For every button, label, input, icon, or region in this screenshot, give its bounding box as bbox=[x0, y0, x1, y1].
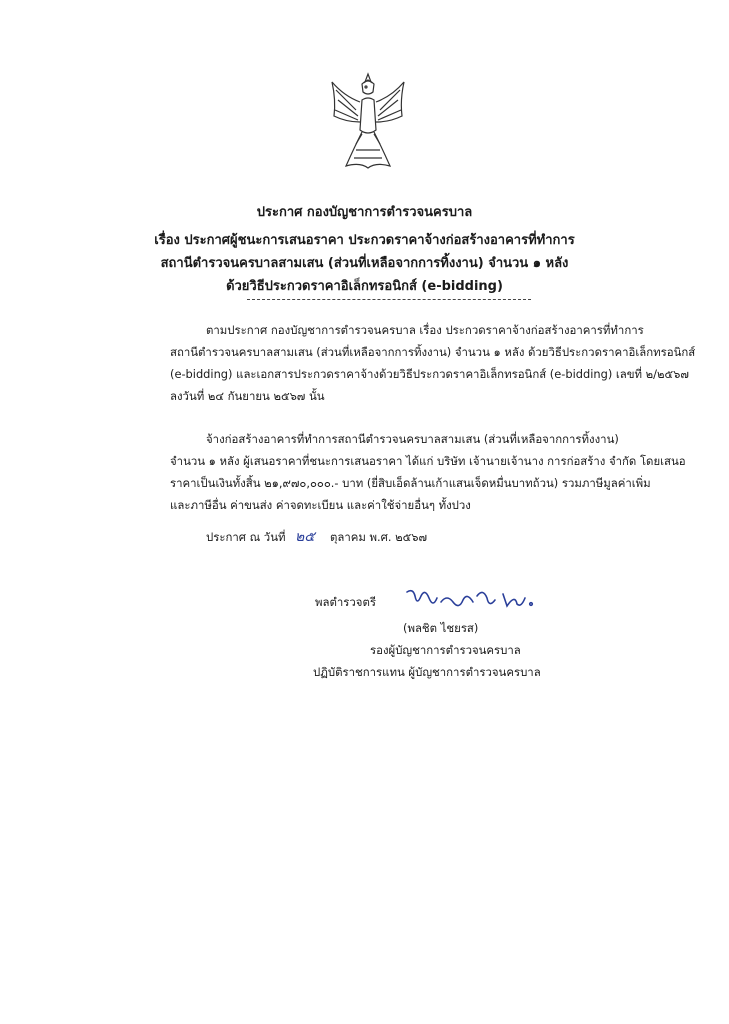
signatory-name: (พลชิต ไชยรส) bbox=[403, 621, 479, 635]
signatory-position: รองผู้บัญชาการตำรวจนครบาล bbox=[370, 643, 521, 657]
garuda-emblem bbox=[326, 70, 410, 174]
paragraph-line: ลงวันที่ ๒๔ กันยายน ๒๕๖๗ นั้น bbox=[170, 389, 325, 403]
subject-line-2: สถานีตำรวจนครบาลสามเสน (ส่วนที่เหลือจากการทิ้งงาน) จำนวน ๑ หลัง bbox=[160, 256, 569, 271]
subject-line-3: ด้วยวิธีประกวดราคาอิเล็กทรอนิกส์ (e-bidding) bbox=[226, 279, 503, 294]
paragraph-line: สถานีตำรวจนครบาลสามเสน (ส่วนที่เหลือจากการทิ้งงาน) จำนวน ๑ หลัง ด้วยวิธีประกวดราคาอิเล็กทรอนิกส์ bbox=[170, 345, 696, 359]
subject-line-1: เรื่อง ประกาศผู้ชนะการเสนอราคา ประกวดราคาจ้างก่อสร้างอาคารที่ทำการ bbox=[154, 233, 575, 248]
paragraph-reference bbox=[170, 319, 696, 407]
paragraph-winner bbox=[170, 428, 686, 516]
announcement-title: ประกาศ กองบัญชาการตำรวจนครบาล bbox=[256, 205, 473, 220]
paragraph-line: ราคาเป็นเงินทั้งสิ้น ๒๑,๙๗๐,๐๐๐.- บาท (ยี่สิบเอ็ดล้านเก้าแสนเจ็ดหมื่นบาทถ้วน) รวมภาษีมูลค่าเพิ่ม bbox=[170, 476, 651, 490]
paragraph-line: ตามประกาศ กองบัญชาการตำรวจนครบาล เรื่อง ประกวดราคาจ้างก่อสร้างอาคารที่ทำการ bbox=[206, 323, 644, 337]
paragraph-line: จำนวน ๑ หลัง ผู้เสนอราคาที่ชนะการเสนอราคา ได้แก่ บริษัท เจ้านายเจ้านาง การก่อสร้าง จำกัด โดยเสนอ bbox=[170, 454, 686, 468]
announce-date-suffix: ตุลาคม พ.ศ. ๒๕๖๗ bbox=[330, 530, 428, 544]
dashed-divider bbox=[247, 299, 531, 300]
signatory-rank: พลตำรวจตรี bbox=[315, 595, 376, 609]
paragraph-line: และภาษีอื่น ค่าขนส่ง ค่าจดทะเบียน และค่าใช้จ่ายอื่นๆ ทั้งปวง bbox=[170, 498, 471, 512]
handwritten-signature bbox=[403, 584, 543, 620]
announce-date-prefix: ประกาศ ณ วันที่ bbox=[206, 530, 286, 544]
paragraph-line: จ้างก่อสร้างอาคารที่ทำการสถานีตำรวจนครบาลสามเสน (ส่วนที่เหลือจากการทิ้งงาน) bbox=[206, 432, 619, 446]
signatory-acting: ปฏิบัติราชการแทน ผู้บัญชาการตำรวจนครบาล bbox=[313, 665, 541, 679]
handwritten-day bbox=[293, 526, 321, 548]
paragraph-line: (e-bidding) และเอกสารประกวดราคาจ้างด้วยวิธีประกวดราคาอิเล็กทรอนิกส์ (e-bidding) เลขที่ ๒/๒๕๖๗ bbox=[170, 367, 689, 381]
handwritten-day-text: ๒๕ bbox=[295, 529, 315, 545]
